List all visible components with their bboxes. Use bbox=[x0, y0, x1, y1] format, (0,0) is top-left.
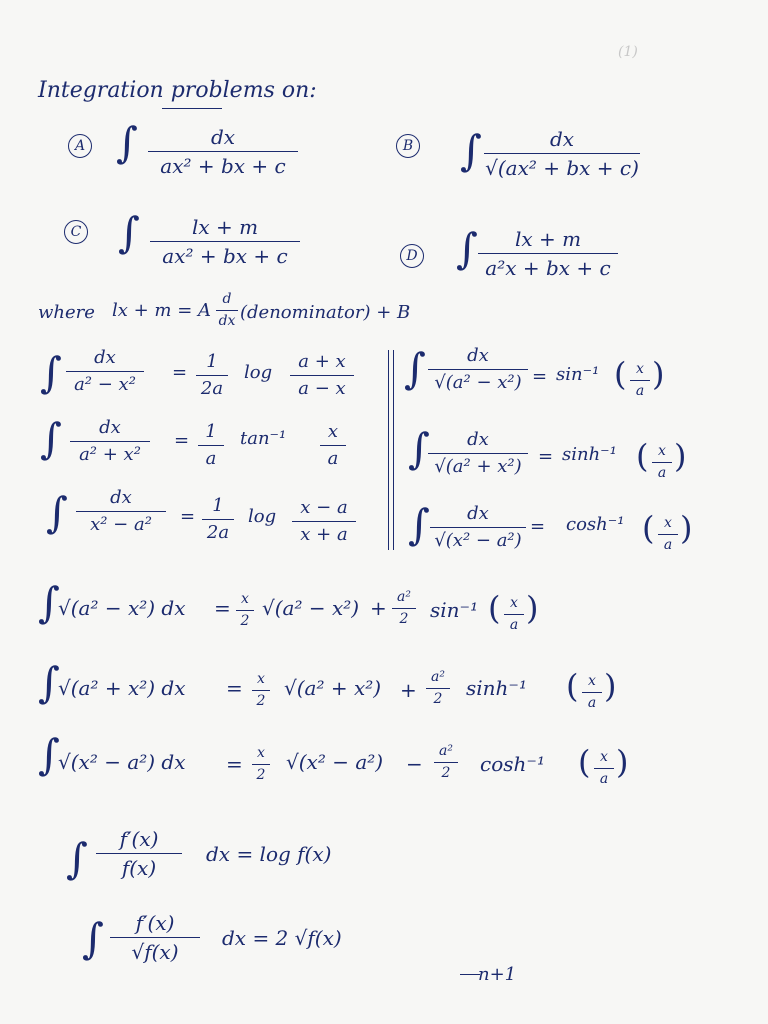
equals-sign: = bbox=[532, 366, 548, 387]
integral-sign-icon: ∫ bbox=[38, 578, 60, 627]
integrand-denominator: √(x² − a²) bbox=[434, 529, 522, 551]
integral-sign-icon: ∫ bbox=[116, 118, 138, 167]
coefficient-denominator: 2 bbox=[399, 611, 409, 628]
fraction-bar bbox=[216, 310, 238, 311]
fraction-bar bbox=[150, 241, 300, 242]
integrand-denominator: x² − a² bbox=[90, 513, 152, 535]
integrand-numerator: dx bbox=[467, 429, 489, 450]
integral-sign-icon: ∫ bbox=[118, 208, 140, 257]
integral-sign-icon: ∫ bbox=[460, 126, 482, 175]
fraction-bar bbox=[652, 462, 672, 463]
argument bbox=[582, 674, 602, 712]
integrand bbox=[66, 348, 144, 395]
integrand bbox=[70, 418, 150, 465]
integrand bbox=[96, 828, 182, 879]
fraction-bar bbox=[196, 375, 228, 376]
fraction-denominator: √(ax² + bx + c) bbox=[485, 156, 639, 180]
coefficient-denominator: 2 bbox=[240, 613, 250, 630]
fraction-bar bbox=[252, 764, 270, 765]
coefficient-denominator: 2 bbox=[256, 767, 266, 784]
argument-numerator: x bbox=[588, 673, 596, 689]
argument bbox=[658, 516, 678, 554]
fraction-bar bbox=[70, 441, 150, 442]
coefficient bbox=[202, 496, 234, 543]
root-term: √(a² + x²) bbox=[284, 676, 382, 700]
coefficient bbox=[252, 672, 270, 710]
integrand-denominator: f(x) bbox=[121, 856, 157, 880]
integral-sign-icon: ∫ bbox=[38, 658, 60, 707]
problem-fraction bbox=[484, 128, 640, 179]
integrand-numerator: dx bbox=[467, 503, 489, 524]
page-title: Integration problems on: bbox=[38, 78, 317, 103]
argument-denominator: a bbox=[657, 465, 667, 482]
argument-numerator: x bbox=[664, 515, 672, 531]
integrand-numerator: f′(x) bbox=[135, 911, 175, 935]
fraction-numerator: dx bbox=[549, 127, 575, 151]
fraction-bar bbox=[434, 762, 458, 763]
coefficient-denominator: 2 bbox=[441, 765, 451, 782]
function-name: sinh⁻¹ bbox=[466, 676, 527, 700]
root-term: √(x² − a²) bbox=[286, 750, 384, 774]
integrand-denominator: a² + x² bbox=[79, 443, 141, 465]
integral-lhs: √(a² − x²) dx bbox=[58, 596, 186, 620]
coefficient bbox=[392, 590, 416, 628]
fraction-bar bbox=[252, 690, 270, 691]
argument-numerator: x bbox=[658, 443, 666, 459]
left-paren: ( bbox=[578, 743, 591, 781]
left-paren: ( bbox=[488, 589, 501, 627]
integral-sign-icon: ∫ bbox=[408, 500, 430, 549]
coefficient bbox=[198, 422, 224, 469]
integrand bbox=[428, 430, 528, 477]
coefficient bbox=[426, 670, 450, 708]
coefficient-numerator: a² bbox=[431, 669, 445, 685]
right-paren: ) bbox=[526, 589, 539, 627]
integral-sign-icon: ∫ bbox=[40, 348, 62, 397]
fraction-bar bbox=[66, 371, 144, 372]
fraction-bar bbox=[658, 534, 678, 535]
function-name: sin⁻¹ bbox=[556, 364, 600, 385]
coefficient-denominator: a bbox=[205, 447, 217, 469]
derivative-denominator: dx bbox=[218, 313, 236, 330]
operator: + bbox=[370, 596, 387, 620]
function-name: cosh⁻¹ bbox=[480, 752, 545, 776]
integral-result: dx = 2 √f(x) bbox=[222, 926, 342, 950]
integral-lhs: √(x² − a²) dx bbox=[58, 750, 186, 774]
title-underline bbox=[162, 108, 222, 109]
where-expression: lx + m = A bbox=[112, 300, 212, 321]
problem-label: A bbox=[68, 134, 92, 158]
integral-sign-icon: ∫ bbox=[408, 424, 430, 473]
right-paren: ) bbox=[616, 743, 629, 781]
integral-lhs: √(a² + x²) dx bbox=[58, 676, 186, 700]
equals-sign: = bbox=[180, 506, 196, 527]
right-paren: ) bbox=[680, 509, 693, 547]
integrand-denominator: a² − x² bbox=[74, 373, 136, 395]
coefficient-numerator: 1 bbox=[206, 351, 218, 372]
argument-numerator: x bbox=[327, 421, 339, 442]
coefficient-numerator: x bbox=[241, 591, 249, 607]
integrand-denominator: √(a² + x²) bbox=[434, 455, 522, 477]
integral-sign-icon: ∫ bbox=[66, 834, 88, 883]
integral-sign-icon: ∫ bbox=[46, 488, 68, 537]
argument-numerator: x bbox=[636, 361, 644, 377]
coefficient-numerator: x bbox=[257, 671, 265, 687]
fraction-denominator: ax² + bx + c bbox=[162, 244, 288, 268]
fraction-bar bbox=[426, 688, 450, 689]
left-paren: ( bbox=[614, 355, 627, 393]
coefficient-denominator: 2a bbox=[206, 521, 230, 543]
problem-label: B bbox=[396, 134, 420, 158]
cutoff-fragment: n+1 bbox=[478, 964, 517, 985]
argument bbox=[292, 498, 356, 545]
column-divider-double bbox=[393, 350, 394, 550]
integrand-numerator: f′(x) bbox=[119, 827, 159, 851]
equals-sign: = bbox=[174, 430, 190, 451]
cutoff-stroke bbox=[460, 974, 480, 975]
equals-sign: = bbox=[214, 596, 231, 620]
fraction-bar bbox=[428, 453, 528, 454]
integrand-denominator: √(a² − x²) bbox=[434, 371, 522, 393]
integrand bbox=[428, 346, 528, 393]
equals-sign: = bbox=[530, 516, 546, 537]
argument bbox=[594, 750, 614, 788]
fraction-numerator: dx bbox=[210, 125, 236, 149]
coefficient-denominator: 2a bbox=[200, 377, 224, 399]
integral-sign-icon: ∫ bbox=[38, 730, 60, 779]
coefficient-numerator: a² bbox=[397, 589, 411, 605]
coefficient bbox=[252, 746, 270, 784]
problem-fraction bbox=[148, 126, 298, 177]
fraction-bar bbox=[96, 853, 182, 854]
equals-sign: = bbox=[226, 676, 243, 700]
argument bbox=[630, 362, 650, 400]
fraction-bar bbox=[392, 608, 416, 609]
fraction-numerator: lx + m bbox=[514, 227, 582, 251]
argument bbox=[652, 444, 672, 482]
fraction-bar bbox=[430, 527, 526, 528]
fraction-bar bbox=[148, 151, 298, 152]
integrand bbox=[110, 912, 200, 963]
fraction-bar bbox=[110, 937, 200, 938]
fraction-denominator: ax² + bx + c bbox=[160, 154, 286, 178]
coefficient bbox=[236, 592, 254, 630]
argument-denominator: a bbox=[599, 771, 609, 788]
integrand-numerator: dx bbox=[99, 417, 121, 438]
coefficient-numerator: 1 bbox=[212, 495, 224, 516]
fraction-bar bbox=[198, 445, 224, 446]
integral-sign-icon: ∫ bbox=[40, 414, 62, 463]
argument-denominator: a − x bbox=[298, 377, 346, 399]
argument-denominator: a bbox=[327, 447, 339, 469]
fraction-denominator: a²x + bx + c bbox=[485, 256, 611, 280]
fraction-bar bbox=[236, 610, 254, 611]
fraction-bar bbox=[76, 511, 166, 512]
fraction-bar bbox=[428, 369, 528, 370]
fraction-bar bbox=[320, 445, 346, 446]
argument-denominator: a bbox=[509, 617, 519, 634]
function-name: log bbox=[244, 362, 273, 383]
derivative-numerator: d bbox=[222, 291, 232, 307]
equals-sign: = bbox=[538, 446, 554, 467]
right-paren: ) bbox=[674, 437, 687, 475]
problem-fraction bbox=[150, 216, 300, 267]
argument-numerator: x bbox=[600, 749, 608, 765]
left-paren: ( bbox=[566, 667, 579, 705]
column-divider bbox=[388, 350, 389, 550]
right-paren: ) bbox=[652, 355, 665, 393]
argument-numerator: x bbox=[510, 595, 518, 611]
integral-sign-icon: ∫ bbox=[404, 344, 426, 393]
operator: − bbox=[406, 752, 423, 776]
integral-result: dx = log f(x) bbox=[206, 842, 332, 866]
argument-denominator: a bbox=[635, 383, 645, 400]
problem-fraction bbox=[478, 228, 618, 279]
derivative-operator bbox=[216, 292, 238, 330]
equals-sign: = bbox=[172, 362, 188, 383]
integrand-denominator: √f(x) bbox=[131, 940, 179, 964]
problem-label: D bbox=[400, 244, 424, 268]
coefficient-denominator: 2 bbox=[433, 691, 443, 708]
coefficient-numerator: x bbox=[257, 745, 265, 761]
integrand-numerator: dx bbox=[94, 347, 116, 368]
right-paren: ) bbox=[604, 667, 617, 705]
fraction-bar bbox=[594, 768, 614, 769]
left-paren: ( bbox=[642, 509, 655, 547]
function-name: sinh⁻¹ bbox=[562, 444, 617, 465]
function-name: cosh⁻¹ bbox=[566, 514, 625, 535]
fraction-bar bbox=[292, 521, 356, 522]
coefficient-numerator: a² bbox=[439, 743, 453, 759]
function-name: tan⁻¹ bbox=[240, 428, 287, 449]
argument bbox=[290, 352, 354, 399]
argument-denominator: a bbox=[663, 537, 673, 554]
argument bbox=[320, 422, 346, 469]
integrand-numerator: dx bbox=[110, 487, 132, 508]
problem-label: C bbox=[64, 220, 88, 244]
fraction-bar bbox=[290, 375, 354, 376]
fraction-bar bbox=[630, 380, 650, 381]
coefficient bbox=[196, 352, 228, 399]
fraction-bar bbox=[202, 519, 234, 520]
argument-denominator: x + a bbox=[300, 523, 348, 545]
integrand-numerator: dx bbox=[467, 345, 489, 366]
fraction-numerator: lx + m bbox=[191, 215, 259, 239]
where-label: where bbox=[38, 302, 95, 323]
coefficient-denominator: 2 bbox=[256, 693, 266, 710]
corner-mark: (1) bbox=[618, 44, 638, 60]
root-term: √(a² − x²) bbox=[262, 596, 360, 620]
fraction-bar bbox=[478, 253, 618, 254]
argument-denominator: a bbox=[587, 695, 597, 712]
integral-sign-icon: ∫ bbox=[82, 914, 104, 963]
integrand bbox=[76, 488, 166, 535]
where-tail: (denominator) + B bbox=[240, 302, 411, 323]
fraction-bar bbox=[504, 614, 524, 615]
integrand bbox=[430, 504, 526, 551]
argument bbox=[504, 596, 524, 634]
fraction-bar bbox=[582, 692, 602, 693]
argument-numerator: a + x bbox=[298, 351, 346, 372]
operator: + bbox=[400, 678, 417, 702]
function-name: log bbox=[248, 506, 277, 527]
integral-sign-icon: ∫ bbox=[456, 224, 478, 273]
argument-numerator: x − a bbox=[300, 497, 348, 518]
left-paren: ( bbox=[636, 437, 649, 475]
coefficient bbox=[434, 744, 458, 782]
equals-sign: = bbox=[226, 752, 243, 776]
fraction-bar bbox=[484, 153, 640, 154]
coefficient-numerator: 1 bbox=[205, 421, 217, 442]
function-name: sin⁻¹ bbox=[430, 598, 479, 622]
